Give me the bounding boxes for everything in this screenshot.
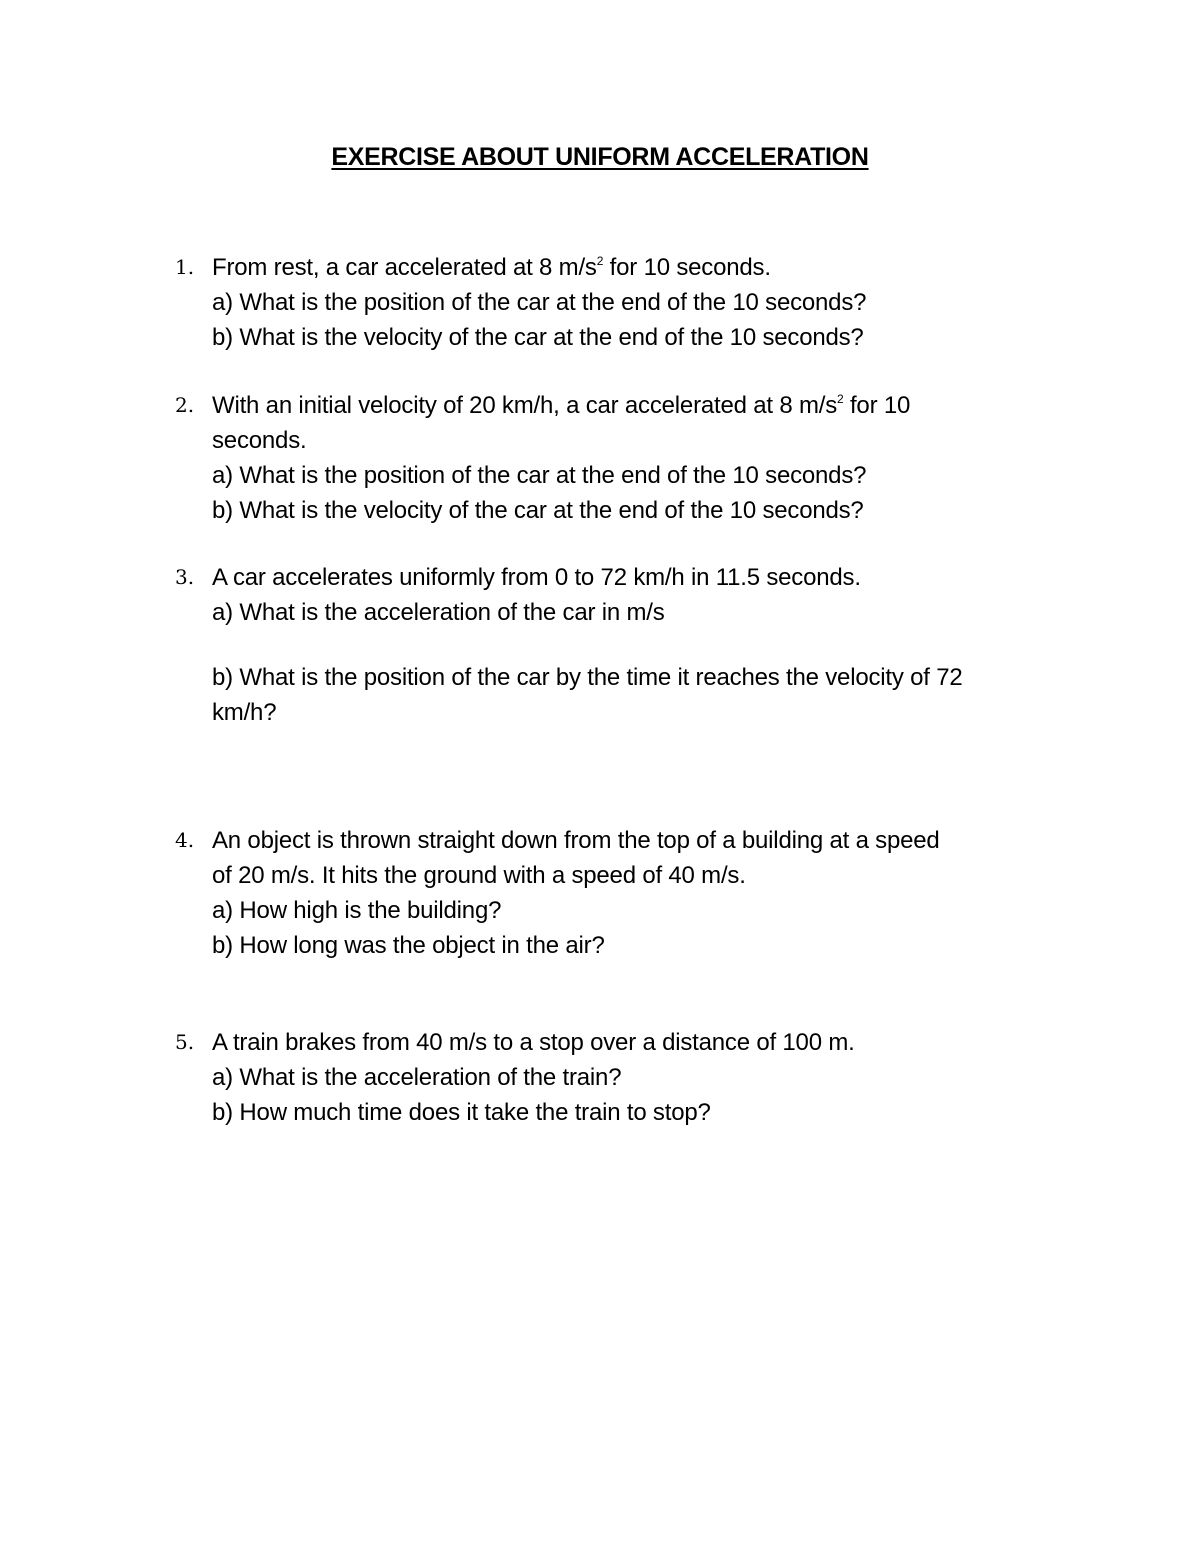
sub-question-a: a) What is the acceleration of the train? [212, 1064, 622, 1091]
sub-question-b: b) What is the velocity of the car at the end of the 10 seconds? [212, 324, 864, 351]
question-stem: A train brakes from 40 m/s to a stop over a distance of 100 m. [212, 1029, 855, 1056]
question-number: 1. [175, 255, 195, 279]
question-number: 2. [175, 393, 195, 417]
question-stem: From rest, a car accelerated at 8 $m/s^2$ for 10 seconds. [212, 254, 771, 281]
spacer [212, 630, 1072, 660]
question-stem: An object is thrown straight down from the top of a building at a speed [212, 827, 940, 854]
question-body [212, 560, 1072, 730]
question-stem-continued: of 20 m/s. It hits the ground with a speed of 40 m/s. [212, 862, 746, 889]
sub-question-b: b) How much time does it take the train to stop? [212, 1099, 711, 1126]
question-body [212, 1025, 1072, 1130]
superscript: 2 [837, 392, 844, 406]
question-body [212, 250, 1072, 355]
sub-question-b-continued: km/h? [212, 699, 277, 726]
question-body [212, 823, 1072, 963]
question-body [212, 388, 1072, 528]
question-number: 5. [175, 1030, 195, 1054]
sub-question-a: a) What is the acceleration of the car in m/s [212, 599, 665, 626]
sub-question-a: a) How high is the building? [212, 897, 502, 924]
sub-question-a: a) What is the position of the car at the end of the 10 seconds? [212, 289, 867, 316]
question-number: 4. [175, 828, 195, 852]
page-title: EXERCISE ABOUT UNIFORM ACCELERATION [331, 143, 869, 171]
question-stem-continued: seconds. [212, 427, 307, 454]
sub-question-b: b) How long was the object in the air? [212, 932, 605, 959]
question-stem: A car accelerates uniformly from 0 to 72 km/h in 11.5 seconds. [212, 564, 861, 591]
superscript: 2 [596, 254, 604, 268]
sub-question-a: a) What is the position of the car at the end of the 10 seconds? [212, 462, 867, 489]
question-stem: With an initial velocity of 20 km/h, a car accelerated at 8 $m/s^2$ for 10 [212, 392, 911, 419]
question-number: 3. [175, 565, 195, 589]
sub-question-b: b) What is the velocity of the car at the end of the 10 seconds? [212, 497, 864, 524]
sub-question-b: b) What is the position of the car by the time it reaches the velocity of 72 [212, 664, 963, 691]
